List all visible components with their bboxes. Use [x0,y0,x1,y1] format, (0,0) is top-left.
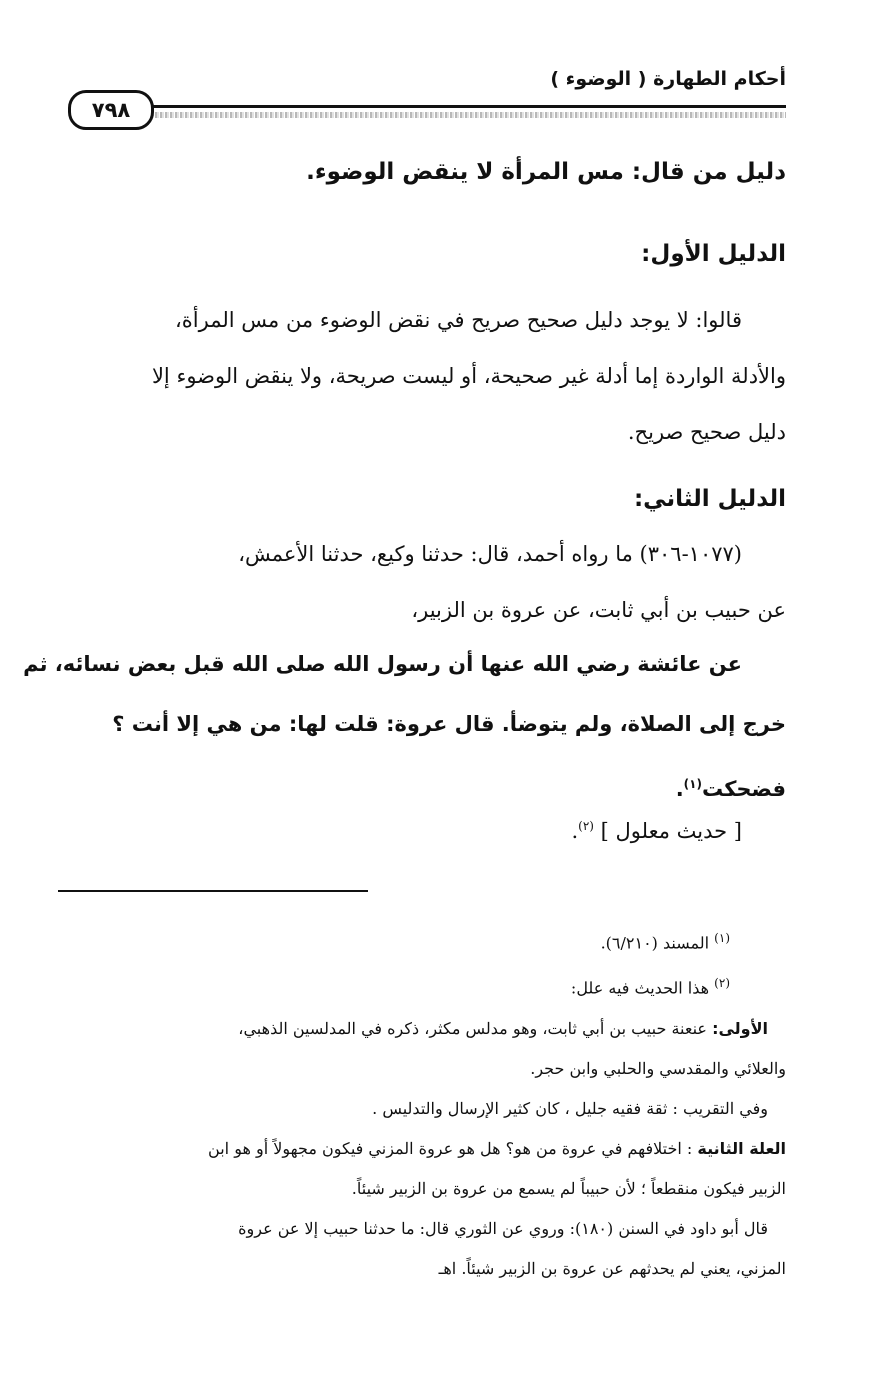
footnote-2-text: هذا الحديث فيه علل: [570,978,710,998]
hadith-text [23,634,786,819]
isnad-line: (١٠٧٧-٣٠٦) ما رواه أحمد، قال: حدثنا وكيع، حدثنا الأعمش، [238,542,742,566]
hadith-line: خرج إلى الصلاة، ولم يتوضأ. قال عروة: قلت لها: من هي إلا أنت ؟ [112,712,786,736]
footnote-1 [58,918,786,963]
footnotes [58,918,786,1289]
grade-period: . [571,819,579,843]
footnote-second-cause [58,1129,786,1169]
header-rule [150,105,786,108]
hadith-line: عن عائشة رضي الله عنها أن رسول الله صلى الله قبل بعض نسائه، ثم [23,652,742,676]
hadith-end-word: فضحكت [701,777,786,801]
footnote-2 [58,963,786,1008]
book-page [23,56,786,1356]
page-number: ٧٩٨ [68,90,154,130]
running-title: أحكام الطهارة ( الوضوء ) [550,68,786,90]
footnote-taqrib: وفي التقريب : ثقة فقيه جليل ، كان كثير الإرسال والتدليس . [372,1098,768,1118]
text-line: والأدلة الواردة إما أدلة غير صحيحة، أو ليست صريحة، ولا ينقض الوضوء إلا [151,364,786,388]
footnote-1-mark: (١) [714,931,730,945]
footnote-ref-2: (٢) [578,819,594,833]
footnote-first-cause [58,1009,786,1049]
page-header [58,56,786,130]
footnote-abudawud: قال أبو داود في السنن (١٨٠): وروي عن الثوري قال: ما حدثنا حبيب إلا عن عروة [238,1218,768,1238]
footnote-2-mark: (٢) [714,976,730,991]
footnote-separator [58,890,368,892]
grade-line [58,798,786,859]
first-cause-label: الأولى: [712,1018,768,1038]
footnote-1-text: المسند (٦/٢١٠). [600,933,710,953]
text-line: دليل صحيح صريح. [627,420,786,444]
footnote-line: والعلائي والمقدسي والحلبي وابن حجر. [530,1058,786,1078]
section-heading: دليل من قال: مس المرأة لا ينقض الوضوء. [306,159,786,185]
first-cause-text: عنعنة حبيب بن أبي ثابت، وهو مدلس مكثر، ذكره في المدلسين الذهبي، [238,1018,707,1038]
grade-text: [ حديث معلول ] [600,819,742,843]
hadith-grade [58,798,786,859]
header-ornament-rule [150,112,786,118]
text-line: قالوا: لا يوجد دليل صحيح صريح في نقض الوضوء من مس المرأة، [175,308,742,332]
footnote-ref-1: (١) [683,777,702,791]
second-cause-text: : اختلافهم في عروة من هو؟ هل هو عروة المزني فيكون مجهولاً أو هو ابن [208,1138,693,1158]
evidence-2-heading: الدليل الثاني: [633,486,786,512]
isnad [58,526,786,638]
second-cause-label: العلة الثانية [697,1138,786,1158]
footnote-line: المزني، يعني لم يحدثهم عن عروة بن الزبير شيئاً. اهـ [438,1258,786,1278]
evidence-1-text [58,292,786,460]
footnote-line: الزبير فيكون منقطعاً ؛ لأن حبيباً لم يسمع من عروة بن الزبير شيئاً. [351,1178,786,1198]
evidence-1-heading: الدليل الأول: [641,241,786,267]
hadith-period: . [675,777,684,801]
isnad-line: عن حبيب بن أبي ثابت، عن عروة بن الزبير، [411,598,786,622]
